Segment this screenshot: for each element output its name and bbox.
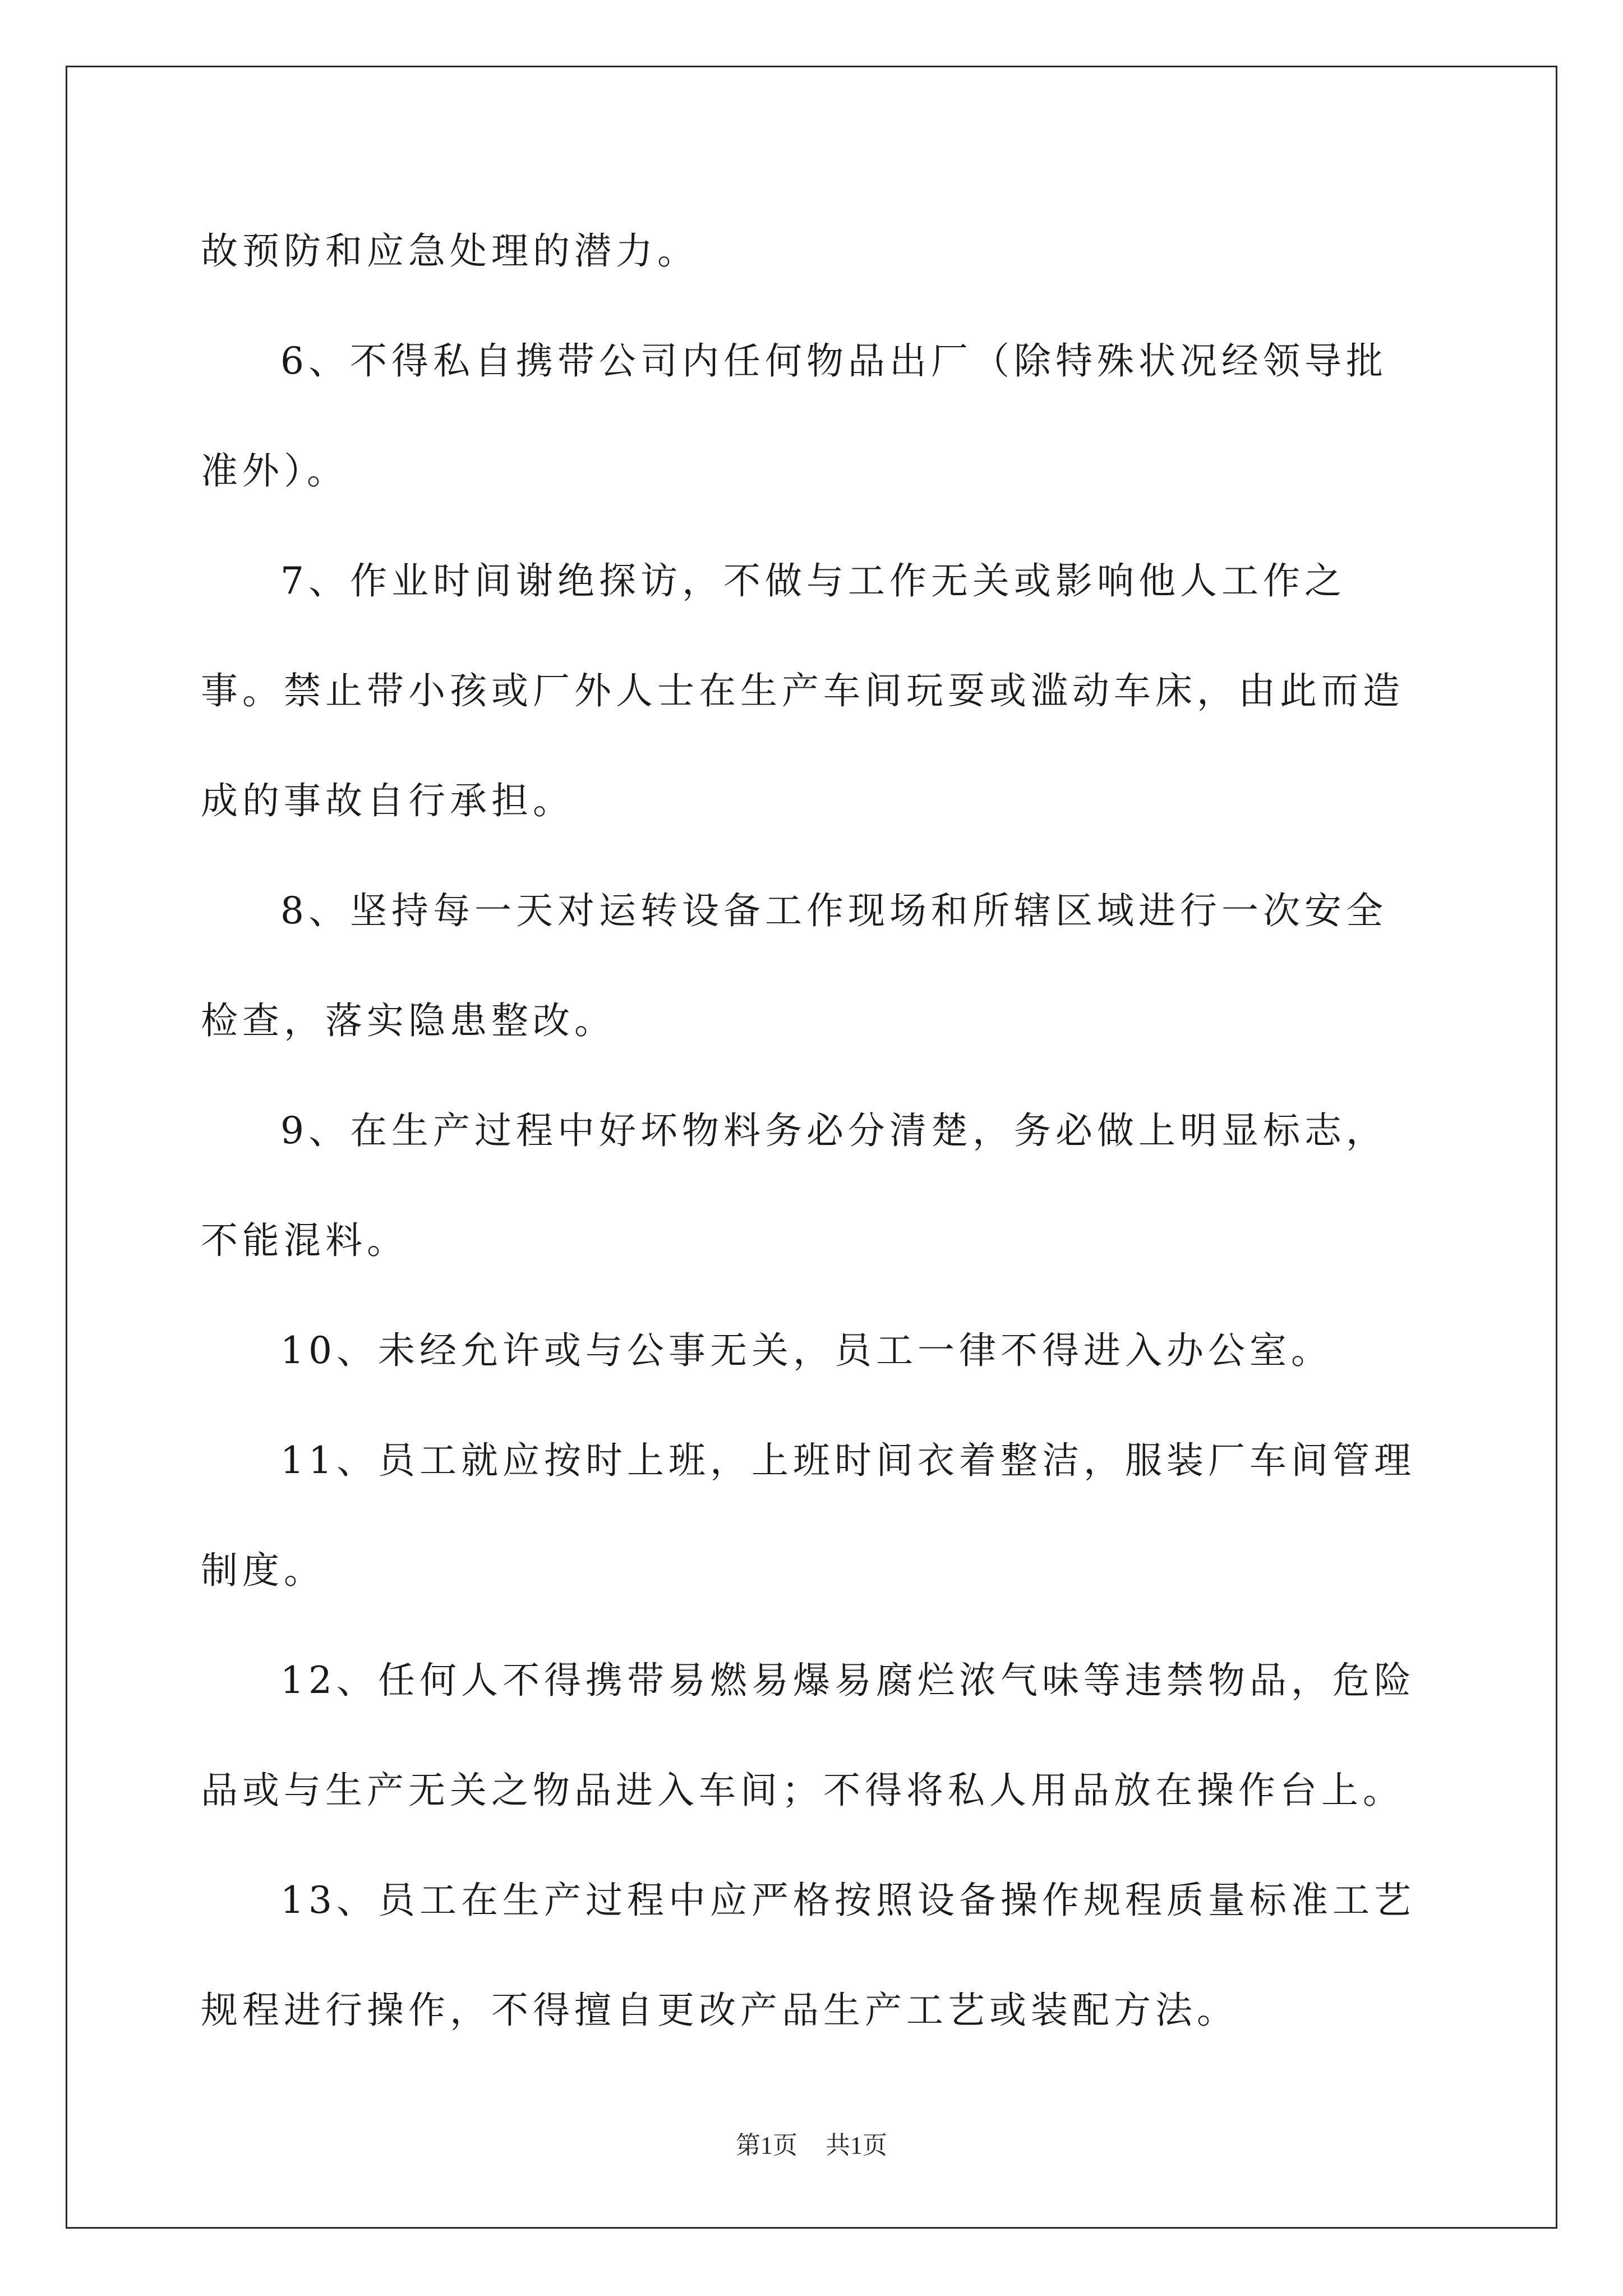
paragraph: 12、任何人不得携带易燃易爆易腐烂浓气味等违禁物品，危险品或与生产无关之物品进入车间；不得将私人用品放在操作台上。 [201,1659,1415,1812]
page-footer [0,2129,1623,2162]
paragraph: 6、不得私自携带公司内任何物品出厂（除特殊状况经领导批准外）。 [201,339,1387,493]
paragraph: 11、员工就应按时上班，上班时间衣着整洁，服装厂车间管理制度。 [201,1439,1415,1592]
page-number-total: 共1页 [826,2132,887,2159]
paragraph: 10、未经允许或与公事无关，员工一律不得进入办公室。 [280,1329,1332,1372]
paragraph: 9、在生产过程中好坏物料务必分清楚，务必做上明显标志，不能混料。 [201,1109,1387,1262]
paragraph: 8、坚持每一天对运转设备工作现场和所辖区域进行一次安全检查，落实隐患整改。 [201,889,1387,1042]
paragraph: 13、员工在生产过程中应严格按照设备操作规程质量标准工艺规程进行操作，不得擅自更改产品生产工艺或装配方法。 [201,1879,1415,2032]
paragraph: 7、作业时间谢绝探访，不做与工作无关或影响他人工作之事。禁止带小孩或厂外人士在生产车间玩耍或滥动车床，由此而造成的事故自行承担。 [201,559,1404,822]
page-number-current: 第1页 [736,2132,797,2159]
paragraph: 故预防和应急处理的潜力。 [201,229,699,273]
document-body [201,196,1426,2065]
